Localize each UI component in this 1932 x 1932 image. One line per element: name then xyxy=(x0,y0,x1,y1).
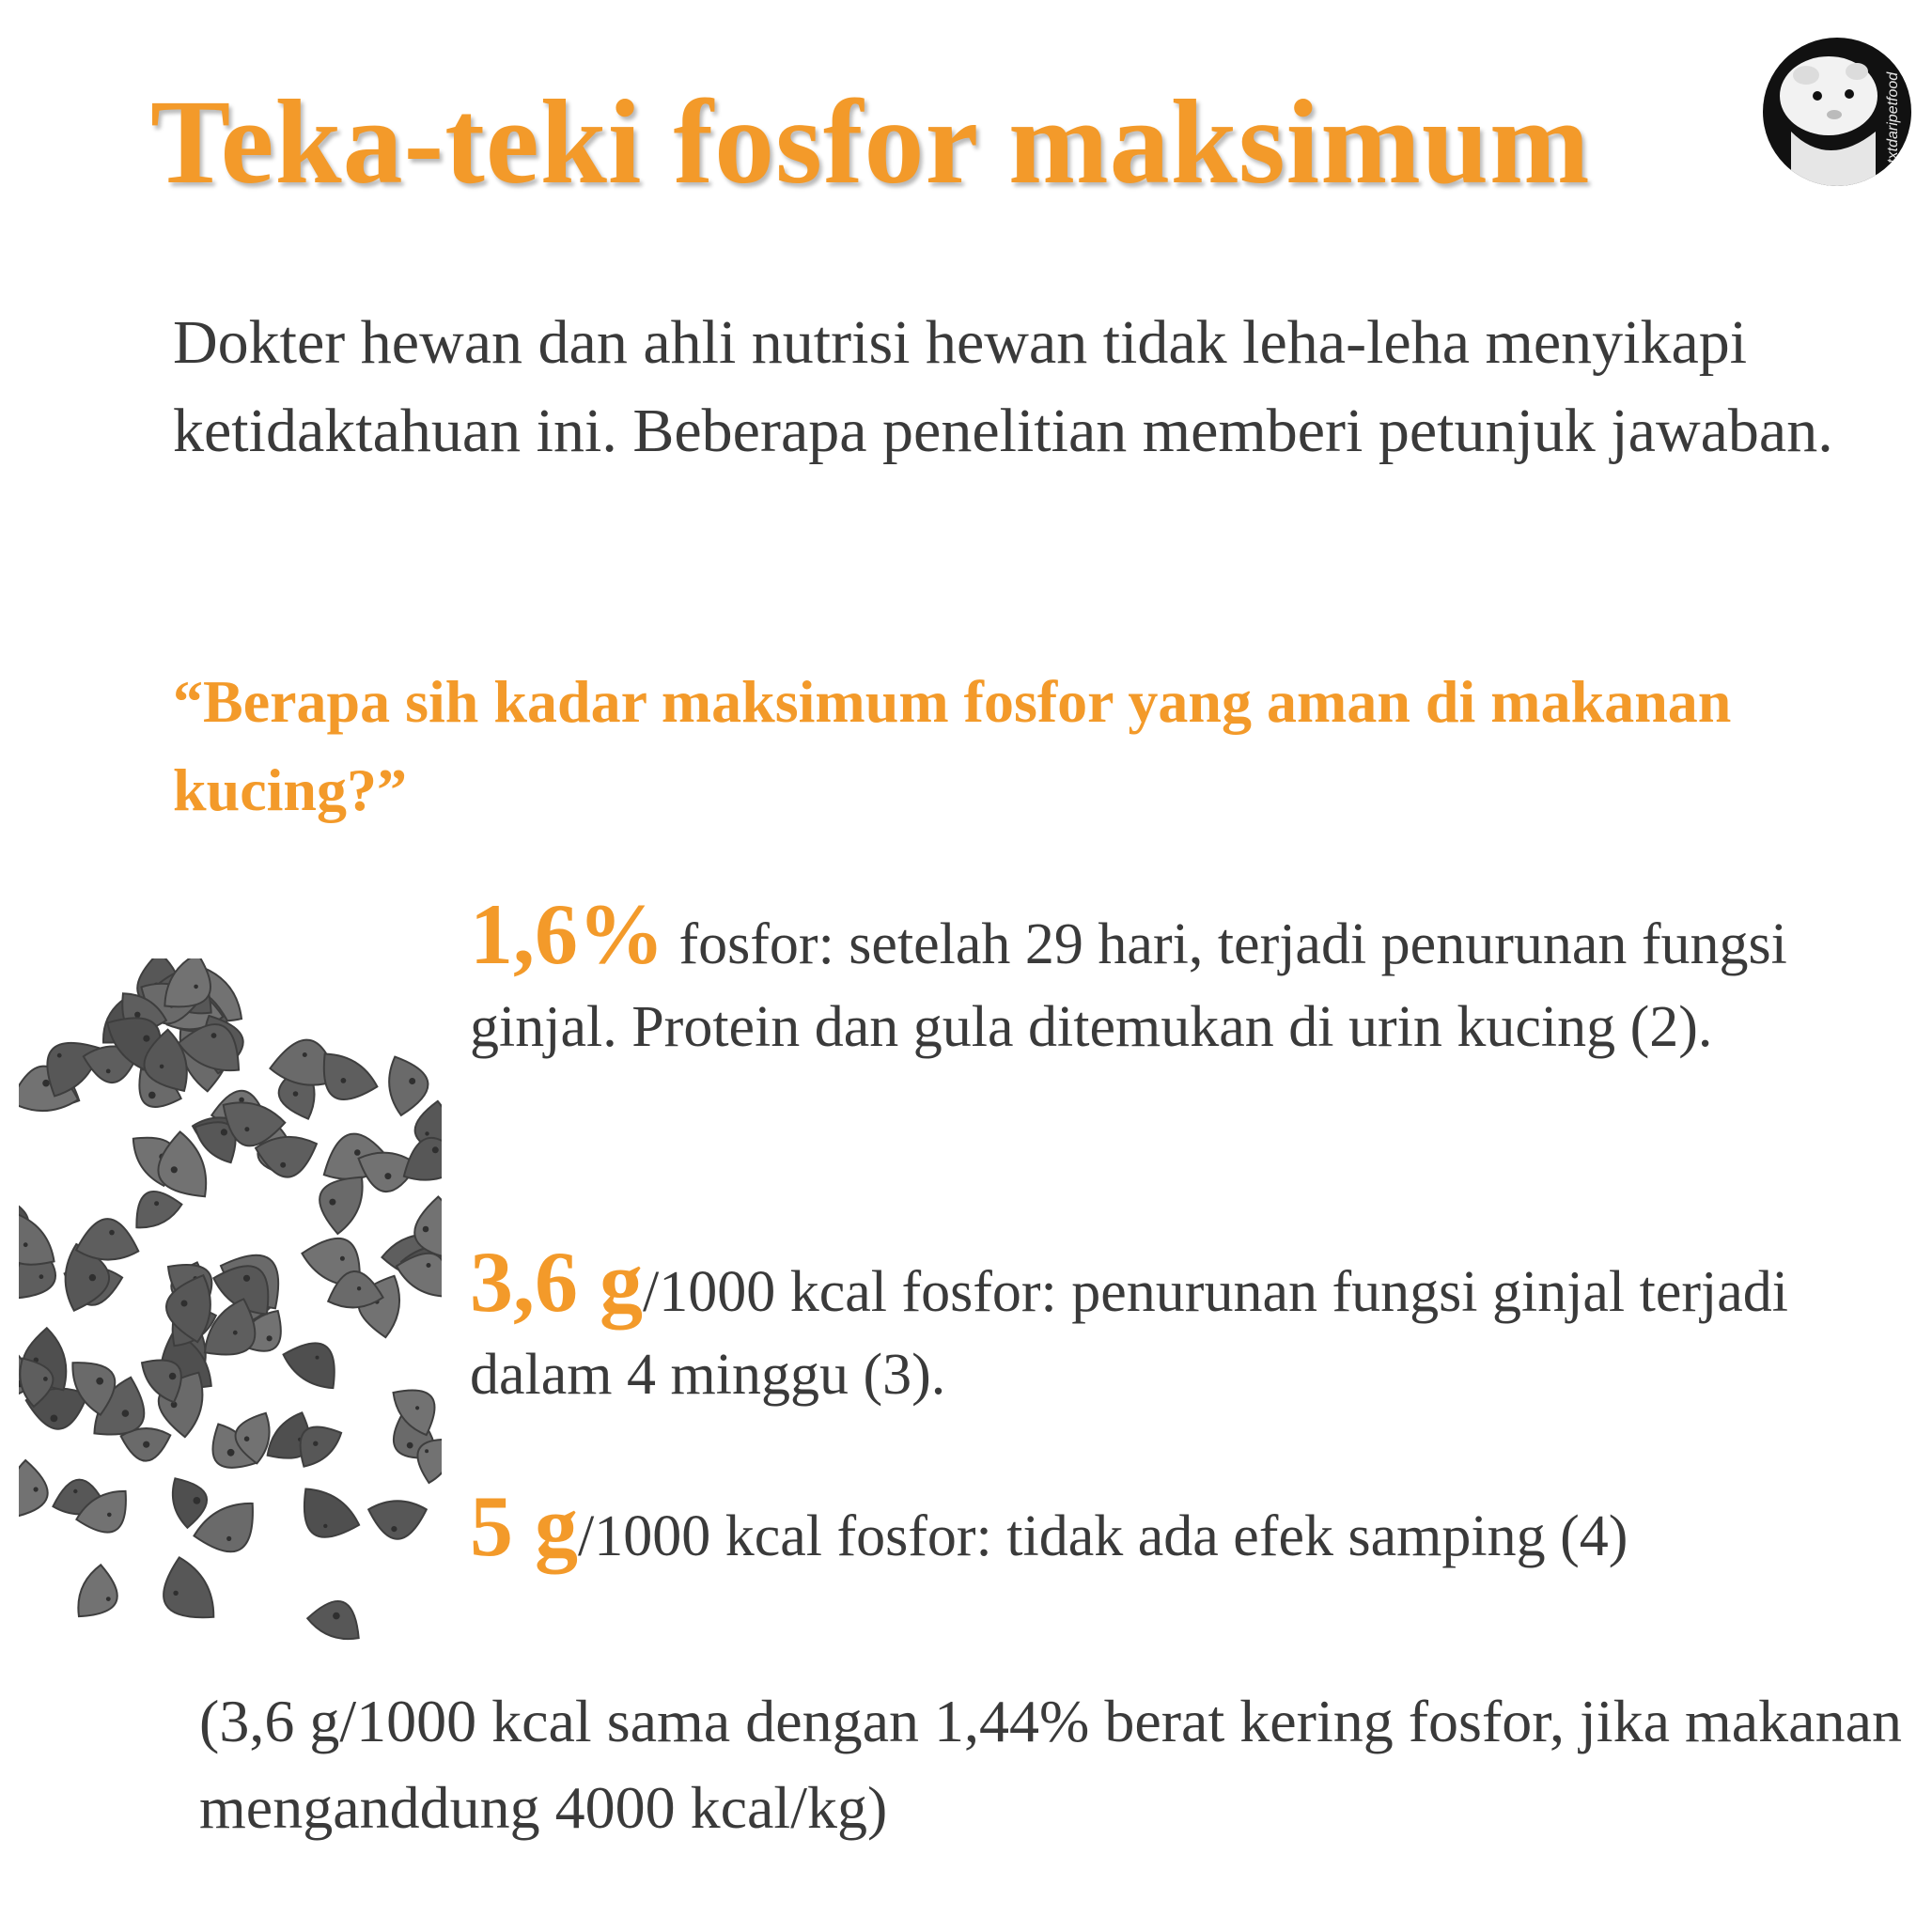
kibble-texture xyxy=(244,1127,249,1131)
fact-value: 3,6 g xyxy=(470,1234,643,1330)
fact-value: 5 g xyxy=(470,1478,578,1574)
kibble-pellet xyxy=(76,1219,139,1261)
kibble-pellet xyxy=(148,1552,222,1634)
fact-item-3 xyxy=(470,1478,1898,1578)
kibble-pellet xyxy=(288,1481,365,1552)
page-title: Teka-teki fosfor maksimum xyxy=(150,75,1591,209)
kibble-texture xyxy=(194,985,198,989)
kibble-texture xyxy=(432,1146,439,1153)
kibble-pellet xyxy=(368,1501,427,1538)
kibble-texture xyxy=(169,1373,177,1380)
kibble-texture xyxy=(391,1526,397,1532)
intro-paragraph: Dokter hewan dan ahli nutrisi hewan tidak leha-leha menyikapi ketidaktahuan ini. Beberapa penelitian memberi petunjuk jawaban. xyxy=(173,308,1833,465)
fact-text: fosfor: setelah 29 hari, terjadi penurunan fungsi ginjal. Protein dan gula ditemukan di urin kucing (2). xyxy=(470,912,1787,1059)
kibble-pellet xyxy=(71,1562,127,1628)
kibble-texture xyxy=(425,1449,428,1453)
kibble-texture xyxy=(427,1263,431,1268)
kibble-texture xyxy=(280,1162,286,1168)
question-text: “Berapa sih kadar maksimum fosfor yang aman di makanan kucing?” xyxy=(173,668,1732,823)
kibble-texture xyxy=(134,1012,140,1018)
kibble-texture xyxy=(354,1149,361,1156)
kibble-texture xyxy=(313,1441,318,1446)
brand-logo xyxy=(1763,38,1911,186)
fact-item-2 xyxy=(470,1234,1898,1416)
fact-text: /1000 kcal fosfor: tidak ada efek samping (4) xyxy=(578,1504,1628,1568)
kibble-texture xyxy=(89,1274,96,1281)
kibble-texture xyxy=(243,1275,250,1282)
fact-item-1 xyxy=(470,886,1898,1068)
kibble-texture xyxy=(96,1378,103,1385)
kibble-texture xyxy=(226,1536,231,1541)
kibble-pile-image xyxy=(19,958,442,1644)
kibble-texture xyxy=(239,1098,244,1103)
kibble-texture xyxy=(181,1301,188,1307)
kibble-texture xyxy=(415,1406,419,1410)
kibble-texture xyxy=(267,1335,273,1341)
kibble-texture xyxy=(42,1080,50,1087)
kibble-texture xyxy=(423,1226,429,1233)
kibble-texture xyxy=(148,1092,156,1099)
kibble-texture xyxy=(143,1036,149,1042)
kibble-texture xyxy=(107,1513,112,1518)
kibble-texture xyxy=(244,1436,250,1441)
fact-text: /1000 kcal fosfor: penurunan fungsi ginjal terjadi dalam 4 minggu (3). xyxy=(470,1260,1789,1407)
kibble-texture xyxy=(109,1230,115,1236)
kibble-pellet xyxy=(278,1329,350,1394)
kibble-texture xyxy=(221,1129,227,1135)
kibble-texture xyxy=(425,1131,428,1135)
footnote: (3,6 g/1000 kcal sama dengan 1,44% berat kering fosfor, jika makanan menganddung 4000 kcal/kg) xyxy=(199,1688,1902,1841)
fact-value: 1,6% xyxy=(470,886,664,982)
kibble-texture xyxy=(316,1356,319,1360)
kibble-texture xyxy=(407,1442,413,1449)
kibble-texture xyxy=(333,1613,340,1620)
kibble-texture xyxy=(340,1256,345,1261)
kibble-texture xyxy=(303,1052,307,1057)
kibble-texture xyxy=(409,1078,415,1084)
kibble-texture xyxy=(293,1091,299,1097)
kibble-texture xyxy=(357,1286,361,1290)
kibble-texture xyxy=(173,1591,178,1596)
kibble-texture xyxy=(57,1053,62,1058)
kibble-texture xyxy=(233,1331,238,1335)
kibble-texture xyxy=(341,1078,347,1083)
kibble-texture xyxy=(34,1487,39,1491)
kibble-texture xyxy=(194,1497,201,1504)
kibble-texture xyxy=(384,1173,391,1179)
kibble-pellet xyxy=(19,1458,55,1526)
kibble-texture xyxy=(106,1069,111,1074)
kibble-pellet xyxy=(386,1053,430,1116)
kibble-texture xyxy=(160,1065,164,1069)
kibble-texture xyxy=(122,1410,130,1417)
kibble-texture xyxy=(39,1274,44,1279)
kibble-texture xyxy=(329,1199,335,1206)
kibble-texture xyxy=(23,1242,28,1247)
kibble-texture xyxy=(171,1166,178,1173)
kibble-texture xyxy=(43,1377,48,1381)
kibble-texture xyxy=(73,1489,77,1493)
kibble-texture xyxy=(154,1201,159,1206)
kibble-texture xyxy=(106,1597,111,1601)
kibble-texture xyxy=(51,1415,58,1423)
kibble-texture xyxy=(143,1441,149,1448)
kibble-texture xyxy=(323,1524,327,1528)
kibble-texture xyxy=(211,1033,217,1038)
kibble-texture xyxy=(227,1449,235,1457)
logo-handle: @txtdaripetfood xyxy=(1885,71,1901,179)
